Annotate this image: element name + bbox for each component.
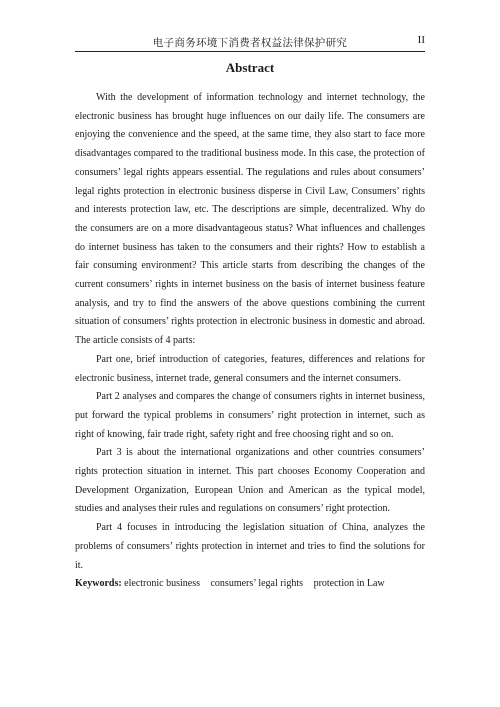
keyword-1: electronic business	[124, 578, 200, 590]
abstract-body	[75, 89, 425, 594]
page-header	[75, 34, 425, 50]
keywords-label: Keywords:	[75, 578, 122, 590]
abstract-paragraph-1: With the development of information technology and internet technology, the electronic business has brought huge influences on our daily life. The consumers are enjoying the convenience and the speed, at the same time, they also start to face more disadvantages compared to the traditional business mode. In this case, the protection of consumers’ legal rights appears essential. The regulations and rules about consumers’ legal rights protection in electronic business disperse in Civil Law, Consumers’ rights and interests protection law, etc. The descriptions are simple, decentralized. Why do the consumers are on a more disadvantageous status? What influences and challenges do internet business has taken to the consumers and their rights? How to establish a fair consuming environment? This article starts from describing the changes of the current consumers’ rights in internet business on the basis of internet business feature analysis, and try to find the answers of the above questions combining the current situation of consumers’ rights protection in electronic business in domestic and abroad. The article consists of 4 parts:	[75, 92, 425, 347]
header-rule	[75, 51, 425, 52]
abstract-title: Abstract	[225, 60, 275, 75]
abstract-paragraph-2: Part one, brief introduction of categories, features, differences and relations for electronic business, internet trade, general consumers and the internet consumers.	[75, 353, 425, 384]
keyword-2: consumers’ legal rights	[210, 578, 304, 590]
abstract-paragraph-3: Part 2 analyses and compares the change of consumers rights in internet business, put forward the typical problems in consumers’ right protection in internet, such as right of knowing, fair trade right, safety right and free choosing right and so on.	[75, 391, 425, 440]
keywords-line	[75, 575, 425, 594]
header-title: 电子商务环境下消费者权益法律保护研究	[152, 38, 348, 49]
page-number: II	[417, 34, 425, 46]
abstract-paragraph-5: Part 4 focuses in introducing the legislation situation of China, analyzes the problems of consumers’ rights protection in internet and tries to find the solutions for it.	[75, 522, 425, 571]
abstract-paragraph-4: Part 3 is about the international organizations and other countries consumers’ rights protection situation in internet. This part chooses Economy Cooperation and Development Organization, European Union and American as the typical model, studies and analyses their rules and regulations on consumers’ right protection.	[75, 447, 425, 515]
keyword-3: protection in Law	[313, 578, 385, 590]
